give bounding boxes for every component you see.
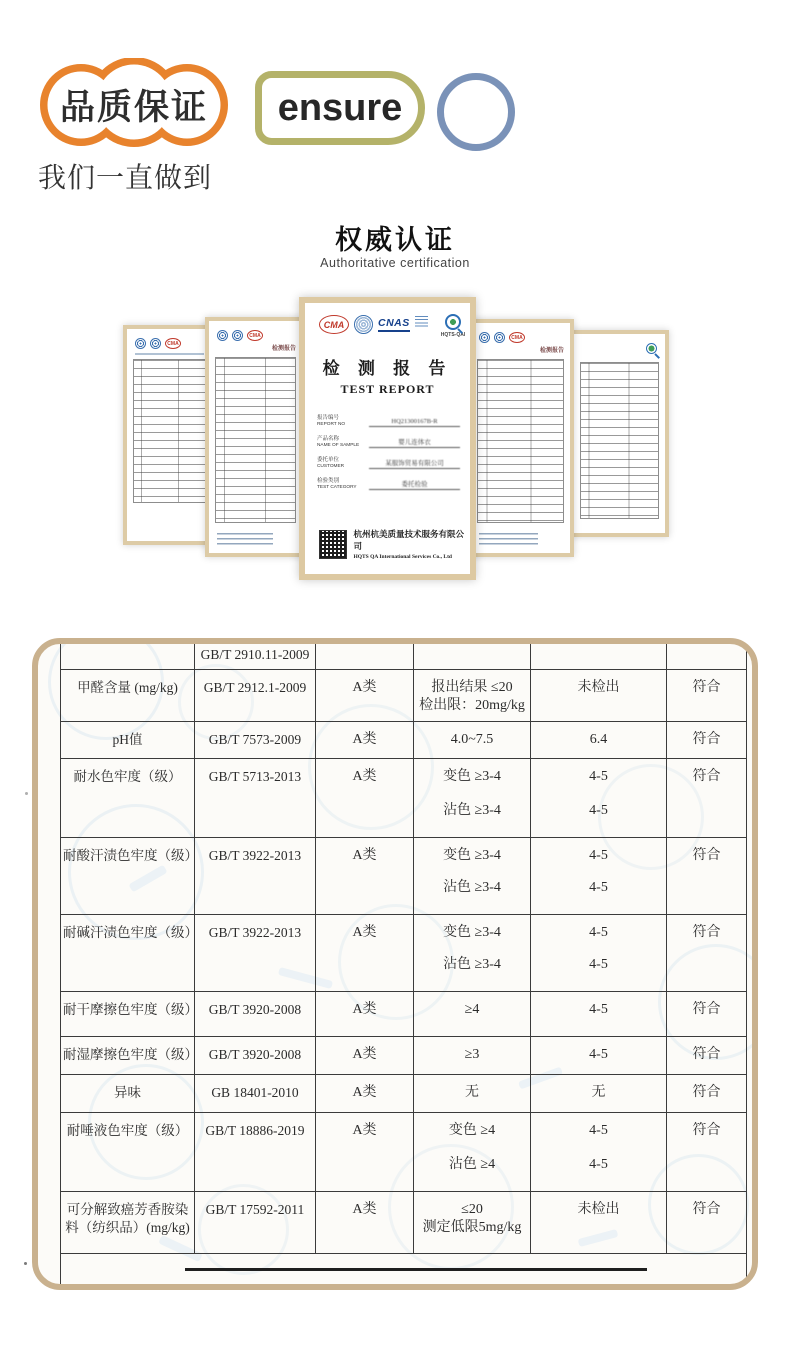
cell-item: 耐碱汗渍色牢度（级） (61, 915, 195, 991)
hqts-qai-label: HQTS-QAI (440, 332, 466, 338)
cell-standard: GB/T 3920-2008 (195, 1037, 316, 1074)
cnas-caption-lines (415, 316, 428, 329)
report-table-frame (32, 638, 758, 1290)
doc-footer-lines (217, 533, 273, 545)
scan-speck (25, 792, 28, 795)
cell-standard: GB/T 3922-2013 (195, 915, 316, 991)
cell-req: ≥3 (414, 1037, 531, 1074)
cell-conclusion: 符合 (692, 1085, 721, 1100)
cell-result: 未检出 (531, 1192, 667, 1253)
cell-category: A类 (316, 992, 414, 1036)
doc-table-pattern (477, 359, 564, 523)
table-row (61, 915, 746, 992)
cert-logos (209, 321, 302, 341)
cert-title-cn: 检 测 报 告 (322, 359, 453, 378)
cell-category: A类 (316, 1113, 414, 1191)
cell-category: A类 (316, 1192, 414, 1253)
cert-field-customer (317, 455, 460, 469)
ilac-mra-icon (354, 315, 373, 334)
cell-category (316, 644, 414, 669)
certificate-thumbnail-4 (467, 319, 574, 557)
hqts-qai-icon (445, 314, 461, 330)
doc-table-pattern (215, 357, 296, 523)
cell-standard: GB/T 3920-2008 (195, 992, 316, 1036)
hqts-qai-logo (441, 314, 465, 338)
cell-category: A类 (316, 915, 414, 991)
cell-result: 4-5 4-5 (531, 915, 667, 991)
cell-conclusion: 符合 (692, 1123, 721, 1138)
cell-standard: GB/T 3922-2013 (195, 838, 316, 914)
cell-conclusion (667, 644, 746, 669)
cell-req: 报出结果 ≤20 检出限：20mg/kg (414, 670, 531, 721)
scan-speck (24, 1262, 27, 1265)
certificates-group (0, 290, 790, 595)
cell-conclusion: 符合 (692, 848, 721, 863)
table-row (61, 1192, 746, 1254)
cell-item: 耐水色牢度（级） (61, 759, 195, 837)
ring-badge (437, 73, 515, 151)
cell-result: 未检出 (531, 670, 667, 721)
table-row (61, 992, 746, 1037)
cell-req: 4.0~7.5 (414, 722, 531, 758)
field-label-cn: 产品名称 (317, 436, 340, 442)
certificate-thumbnail-1 (123, 325, 216, 545)
doc-table-pattern (580, 362, 659, 519)
cma-icon: CMA (319, 315, 349, 334)
cell-item: 耐酸汗渍色牢度（级） (61, 838, 195, 914)
cert-logos (471, 323, 570, 343)
cnas-icon (494, 332, 505, 343)
doc-title: 检测报告 (539, 348, 564, 354)
cell-standard: GB/T 2912.1-2009 (195, 670, 316, 721)
hqts-qai-icon (646, 343, 657, 354)
cert-footer (319, 528, 470, 560)
cell-item (61, 644, 195, 669)
field-label-en: TEST CATEGORY (317, 484, 357, 490)
cell-category: A类 (316, 838, 414, 914)
table-row (61, 722, 746, 759)
doc-table-pattern (133, 359, 206, 503)
cell-req: ≥4 (414, 992, 531, 1036)
cell-item: 可分解致癌芳香胺染料（纺织品）(mg/kg) (61, 1192, 195, 1253)
certificate-thumbnail-2 (205, 317, 306, 557)
table-row (61, 1037, 746, 1075)
cert-logos (574, 334, 665, 354)
cell-category: A类 (316, 670, 414, 721)
field-value: 委托检验 (369, 479, 460, 490)
cert-logos (305, 303, 470, 338)
cma-icon: CMA (165, 338, 181, 349)
field-label-cn: 检验类别 (317, 478, 340, 484)
certificate-thumbnail-5 (570, 330, 669, 537)
cell-conclusion: 符合 (692, 925, 721, 940)
cert-logos (127, 329, 212, 349)
cma-icon: CMA (247, 330, 263, 341)
cell-req (414, 644, 531, 669)
report-table (60, 644, 747, 1284)
cell-category: A类 (316, 759, 414, 837)
cert-field-test-category (317, 476, 460, 490)
field-value: 某服饰贸易有限公司 (369, 458, 460, 469)
section-title: 权威认证 (335, 225, 455, 255)
cell-result: 6.4 (531, 722, 667, 758)
cell-result: 4-5 4-5 (531, 1113, 667, 1191)
cnas-icon (150, 338, 161, 349)
cell-result: 4-5 (531, 1037, 667, 1074)
field-label-en: CUSTOMER (317, 463, 345, 469)
ilac-mra-icon (135, 338, 146, 349)
cell-conclusion: 符合 (692, 1002, 721, 1017)
table-row (61, 1075, 746, 1113)
cert-field-sample-name (317, 434, 460, 448)
cell-item: 耐干摩擦色牢度（级） (61, 992, 195, 1036)
cnas-icon (232, 330, 243, 341)
doc-title: 检测报告 (271, 346, 296, 352)
table-row (61, 759, 746, 838)
cell-standard: GB/T 7573-2009 (195, 722, 316, 758)
cell-req: 变色 ≥3-4 沾色 ≥3-4 (414, 838, 531, 914)
cell-conclusion: 符合 (692, 1047, 721, 1062)
cell-conclusion: 符合 (692, 1202, 721, 1217)
cma-icon: CMA (509, 332, 525, 343)
cert-fields (317, 413, 460, 490)
ensure-label: ensure (277, 86, 403, 129)
cert-field-report-no (317, 413, 460, 427)
cell-req: 变色 ≥3-4 沾色 ≥3-4 (414, 915, 531, 991)
cell-item: 耐唾液色牢度（级） (61, 1113, 195, 1191)
field-label-en: NAME OF SAMPLE (317, 442, 360, 448)
cell-result: 4-5 4-5 (531, 759, 667, 837)
cell-conclusion: 符合 (692, 769, 721, 784)
table-row (61, 1113, 746, 1192)
doc-header-line (135, 353, 204, 355)
cell-result: 4-5 (531, 992, 667, 1036)
cell-category: A类 (316, 1037, 414, 1074)
cell-standard: GB 18401-2010 (195, 1075, 316, 1112)
cell-item: pH值 (61, 722, 195, 758)
cnas-icon: CNAS (378, 317, 410, 332)
tagline: 我们一直做到 (38, 162, 213, 193)
field-label-cn: 委托单位 (317, 457, 340, 463)
table-row (61, 670, 746, 722)
qr-code-icon (319, 530, 347, 559)
table-row (61, 838, 746, 915)
cell-item: 甲醛含量 (mg/kg) (61, 670, 195, 721)
cell-conclusion: 符合 (692, 680, 721, 695)
company-name-en: HQTS QA International Services Co., Ltd (353, 554, 452, 560)
cell-standard: GB/T 17592-2011 (195, 1192, 316, 1253)
cell-result (531, 644, 667, 669)
doc-footer-lines (479, 533, 538, 545)
cell-item: 异味 (61, 1075, 195, 1112)
ilac-mra-icon (217, 330, 228, 341)
field-value: HQ21300167B-R (369, 418, 460, 427)
table-row (61, 644, 746, 670)
cell-req: 变色 ≥3-4 沾色 ≥3-4 (414, 759, 531, 837)
field-value: 婴儿连体衣 (369, 437, 460, 448)
field-label-cn: 报告编号 (317, 415, 340, 421)
cell-conclusion: 符合 (692, 732, 721, 747)
cell-req: 变色 ≥4 沾色 ≥4 (414, 1113, 531, 1191)
section-subtitle: Authoritative certification (320, 256, 470, 270)
field-label-en: REPORT NO (317, 421, 346, 427)
quality-guarantee-label: 品质保证 (59, 88, 208, 127)
certificate-main (299, 297, 476, 580)
cell-result: 无 (531, 1075, 667, 1112)
ensure-badge (255, 71, 425, 145)
cell-result: 4-5 4-5 (531, 838, 667, 914)
quality-guarantee-badge (35, 58, 233, 152)
ilac-mra-icon (479, 332, 490, 343)
cell-standard: GB/T 18886-2019 (195, 1113, 316, 1191)
cell-standard: GB/T 5713-2013 (195, 759, 316, 837)
cert-title-en: TEST REPORT (340, 382, 435, 396)
cell-req: 无 (414, 1075, 531, 1112)
cell-req: ≤20 测定低限5mg/kg (414, 1192, 531, 1253)
cell-item: 耐湿摩擦色牢度（级） (61, 1037, 195, 1074)
cell-standard: GB/T 2910.11-2009 (195, 644, 316, 669)
company-name-cn: 杭州杭美质量技术服务有限公司 (353, 529, 464, 551)
cell-category: A类 (316, 722, 414, 758)
signature-line (185, 1268, 647, 1271)
cell-category: A类 (316, 1075, 414, 1112)
